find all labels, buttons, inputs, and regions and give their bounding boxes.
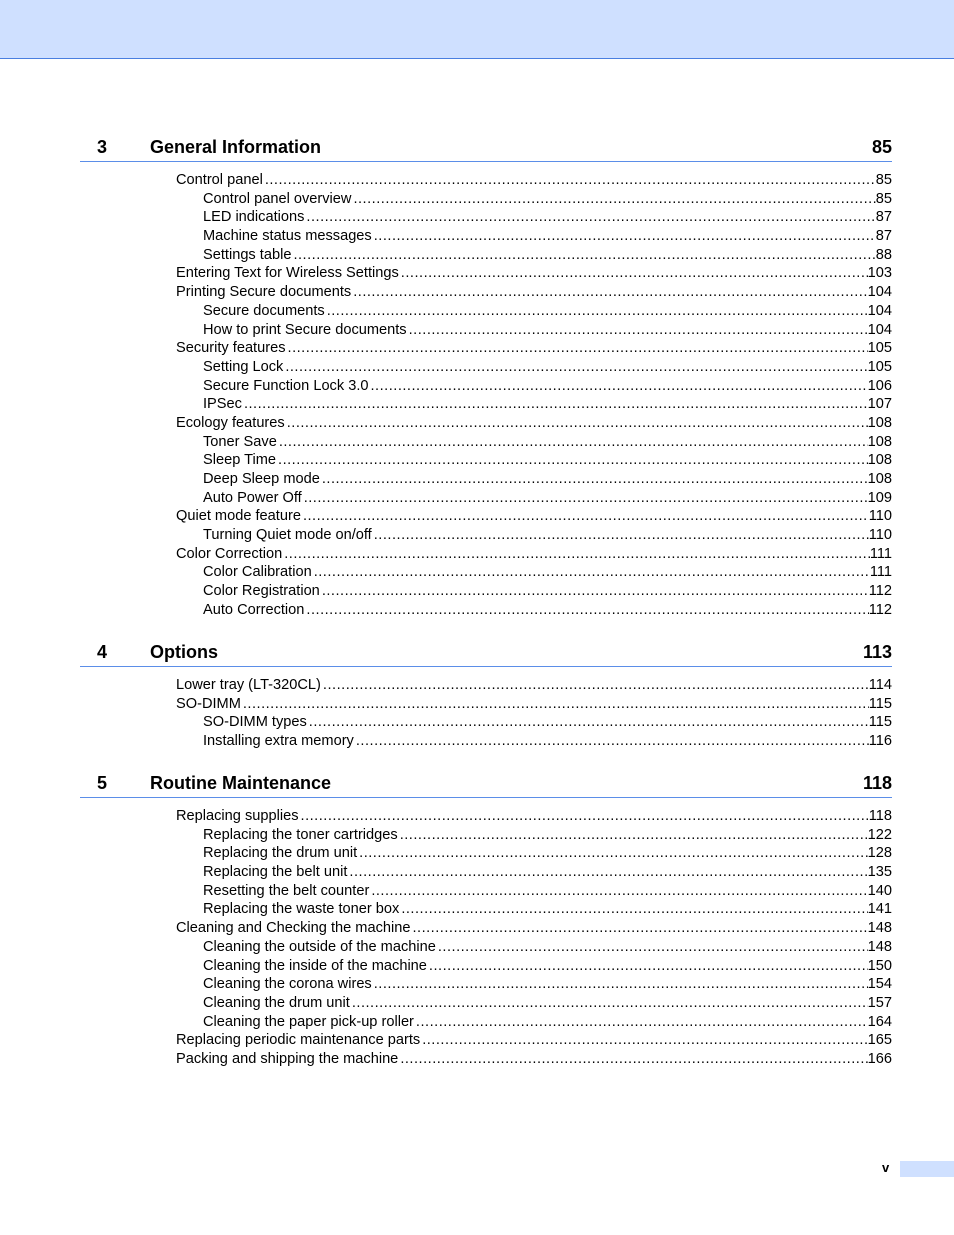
toc-entry-title: Cleaning and Checking the machine xyxy=(176,920,411,937)
dot-leader xyxy=(374,227,876,246)
header-band xyxy=(0,0,954,59)
dot-leader xyxy=(288,339,868,358)
chapter-heading xyxy=(80,642,892,667)
toc-entry[interactable] xyxy=(203,208,892,227)
dot-leader xyxy=(301,807,869,826)
chapter-heading xyxy=(80,773,892,798)
chapter-number: 5 xyxy=(97,773,108,793)
toc-entry-page: 114 xyxy=(868,677,892,693)
toc-entry-title: Color Calibration xyxy=(203,564,312,581)
toc-entry-page: 135 xyxy=(867,864,892,881)
toc-entry-title: SO-DIMM xyxy=(176,695,241,712)
toc-entry-page: 141 xyxy=(867,901,892,918)
toc-entry[interactable] xyxy=(176,414,892,433)
toc-entry-page: 110 xyxy=(868,508,892,525)
dot-leader xyxy=(352,994,868,1013)
dot-leader xyxy=(400,1050,867,1069)
toc-entry[interactable] xyxy=(203,563,892,582)
dot-leader xyxy=(265,171,876,190)
toc-entry-page: 107 xyxy=(867,396,892,413)
toc-entry[interactable] xyxy=(203,321,892,340)
chapter-4 xyxy=(80,642,892,751)
dot-leader xyxy=(353,283,867,302)
toc-entry[interactable] xyxy=(203,470,892,489)
chapter-page[interactable]: 85 xyxy=(871,137,892,157)
dot-leader xyxy=(349,863,867,882)
footer-band xyxy=(900,1161,954,1177)
toc-entry[interactable] xyxy=(203,190,892,209)
toc-entry-page: 148 xyxy=(867,920,892,937)
toc-entry-page: 110 xyxy=(868,527,892,544)
dot-leader xyxy=(371,377,868,396)
toc-entry[interactable] xyxy=(203,900,892,919)
chapter-entries xyxy=(80,807,892,1069)
toc-entry-title: Packing and shipping the machine xyxy=(176,1050,399,1067)
dot-leader xyxy=(322,470,868,489)
toc-entry-page: 150 xyxy=(867,957,892,974)
dot-leader xyxy=(401,264,868,283)
toc-entry[interactable] xyxy=(203,863,892,882)
toc-entry-title: Auto Correction xyxy=(203,601,305,618)
dot-leader xyxy=(356,732,869,751)
toc-entry-title: Deep Sleep mode xyxy=(203,471,320,487)
toc-entry-title: Entering Text for Wireless Settings xyxy=(176,265,399,282)
chapter-title[interactable]: Routine Maintenance xyxy=(150,773,332,793)
toc-entry-page: 140 xyxy=(867,882,892,899)
dot-leader xyxy=(416,1013,868,1032)
chapter-5 xyxy=(80,773,892,1069)
dot-leader xyxy=(438,938,868,957)
dot-leader xyxy=(429,957,868,976)
toc-entry[interactable] xyxy=(176,507,892,526)
toc-entry-title: Cleaning the paper pick-up roller xyxy=(203,1013,414,1030)
toc-entry-title: LED indications xyxy=(203,209,305,226)
toc-entry-page: 128 xyxy=(867,845,892,862)
toc-entry-title: Control panel xyxy=(176,172,263,188)
toc-entry[interactable] xyxy=(203,732,892,751)
dot-leader xyxy=(401,900,867,919)
toc-entry-title: Toner Save xyxy=(203,433,277,450)
toc-entry[interactable] xyxy=(203,302,892,321)
chapter-number: 4 xyxy=(97,642,108,662)
dot-leader xyxy=(353,190,875,209)
dot-leader xyxy=(371,882,867,901)
dot-leader xyxy=(306,601,868,620)
toc-entry-page: 85 xyxy=(875,190,892,207)
toc-entry-page: 103 xyxy=(867,265,892,282)
toc-entry-page: 116 xyxy=(868,733,892,750)
toc-entry[interactable] xyxy=(203,227,892,246)
toc-entry-title: Cleaning the drum unit xyxy=(203,994,350,1011)
toc-entry-title: Replacing the waste toner box xyxy=(203,901,400,918)
dot-leader xyxy=(244,395,868,414)
toc-entry-title: Ecology features xyxy=(176,414,285,431)
toc-entry[interactable] xyxy=(176,1031,892,1050)
toc-entry-page: 165 xyxy=(867,1032,892,1049)
dot-leader xyxy=(303,507,869,526)
toc-entry-title: Replacing periodic maintenance parts xyxy=(176,1032,421,1049)
toc-entry-page: 108 xyxy=(867,433,892,450)
toc-entry[interactable] xyxy=(203,395,892,414)
dot-leader xyxy=(284,545,870,564)
dot-leader xyxy=(285,358,867,377)
toc-entry-title: Quiet mode feature xyxy=(176,508,301,525)
toc-entry[interactable] xyxy=(203,433,892,452)
toc-entry-title: Secure documents xyxy=(203,302,325,319)
dot-leader xyxy=(314,563,870,582)
toc-entry-page: 157 xyxy=(867,994,892,1011)
toc-entry-page: 115 xyxy=(868,695,892,712)
toc-entry[interactable] xyxy=(203,451,892,470)
chapter-page[interactable]: 118 xyxy=(862,773,892,793)
toc-entry[interactable] xyxy=(203,826,892,845)
toc-entry[interactable] xyxy=(203,489,892,508)
toc-entry[interactable] xyxy=(203,882,892,901)
toc-entry[interactable] xyxy=(203,358,892,377)
toc-entry-page: 88 xyxy=(875,246,892,263)
chapter-number: 3 xyxy=(97,137,108,157)
toc-entry-title: Auto Power Off xyxy=(203,489,302,506)
toc-entry-title: Installing extra memory xyxy=(203,733,354,750)
chapter-entries xyxy=(80,676,892,751)
toc-entry-page: 108 xyxy=(867,414,892,431)
toc-entry-page: 164 xyxy=(867,1013,892,1030)
toc-entry[interactable] xyxy=(203,526,892,545)
toc-entry-title: Color Registration xyxy=(203,583,320,600)
toc-entry-page: 87 xyxy=(875,209,892,226)
toc-entry-title: Replacing the drum unit xyxy=(203,845,358,862)
toc-entry-page: 85 xyxy=(875,172,892,188)
dot-leader xyxy=(359,844,868,863)
toc-entry[interactable] xyxy=(203,844,892,863)
toc-entry[interactable] xyxy=(176,339,892,358)
toc-entry-title: Secure Function Lock 3.0 xyxy=(203,377,369,394)
chapter-page[interactable]: 113 xyxy=(862,642,892,662)
chapter-3 xyxy=(80,137,892,620)
toc-entry-page: 112 xyxy=(868,601,892,618)
toc-entry[interactable] xyxy=(176,1050,892,1069)
toc-entry[interactable] xyxy=(203,975,892,994)
dot-leader xyxy=(412,919,867,938)
toc-entry-page: 112 xyxy=(868,583,892,600)
toc-entry-title: SO-DIMM types xyxy=(203,714,307,731)
toc-entry-title: Cleaning the outside of the machine xyxy=(203,938,436,955)
toc-entry-page: 104 xyxy=(867,321,892,338)
dot-leader xyxy=(293,246,875,265)
dot-leader xyxy=(322,582,869,601)
toc-entry-page: 104 xyxy=(867,284,892,301)
toc-entry-title: Resetting the belt counter xyxy=(203,882,370,899)
toc-entry-title: Lower tray (LT-320CL) xyxy=(176,677,321,693)
chapter-title[interactable]: Options xyxy=(150,642,218,662)
toc-entry[interactable] xyxy=(203,1013,892,1032)
toc-entry-title: Turning Quiet mode on/off xyxy=(203,527,372,544)
toc-entry-page: 105 xyxy=(867,340,892,357)
dot-leader xyxy=(374,526,869,545)
dot-leader xyxy=(309,713,869,732)
toc-entry[interactable] xyxy=(176,695,892,714)
toc-entry[interactable] xyxy=(176,171,892,190)
toc-entry-page: 108 xyxy=(867,471,892,487)
toc-entry-title: Replacing the toner cartridges xyxy=(203,826,398,843)
dot-leader xyxy=(422,1031,867,1050)
toc-entry[interactable] xyxy=(176,545,892,564)
toc-entry-page: 111 xyxy=(869,564,892,581)
toc-entry[interactable] xyxy=(203,377,892,396)
toc-entry-page: 111 xyxy=(869,545,892,562)
toc-entry[interactable] xyxy=(176,283,892,302)
toc-entry[interactable] xyxy=(176,676,892,695)
dot-leader xyxy=(243,695,869,714)
toc-entry-page: 122 xyxy=(867,826,892,843)
toc-entry-page: 148 xyxy=(867,938,892,955)
dot-leader xyxy=(279,433,868,452)
toc-entry-title: Printing Secure documents xyxy=(176,284,352,301)
chapter-title[interactable]: General Information xyxy=(150,137,322,157)
dot-leader xyxy=(327,302,868,321)
toc-entry-page: 105 xyxy=(867,358,892,375)
toc-entry-page: 106 xyxy=(867,377,892,394)
toc-entry-title: Settings table xyxy=(203,246,292,263)
toc-entry-title: IPSec xyxy=(203,396,242,413)
toc-entry[interactable] xyxy=(203,938,892,957)
dot-leader xyxy=(306,208,875,227)
toc-entry-title: Cleaning the inside of the machine xyxy=(203,957,427,974)
toc-entry-title: Replacing the belt unit xyxy=(203,864,348,881)
toc-entry[interactable] xyxy=(203,582,892,601)
toc-entry[interactable] xyxy=(203,601,892,620)
toc-entry[interactable] xyxy=(176,919,892,938)
toc-entry-title: Replacing supplies xyxy=(176,808,299,824)
toc-entry[interactable] xyxy=(176,264,892,283)
toc-entry-page: 108 xyxy=(867,452,892,469)
toc-entry-title: Color Correction xyxy=(176,545,283,562)
chapter-entries xyxy=(80,171,892,620)
toc-entry-title: How to print Secure documents xyxy=(203,321,407,338)
toc-entry-page: 104 xyxy=(867,302,892,319)
toc-entry-page: 115 xyxy=(868,714,892,731)
toc-entry-page: 166 xyxy=(867,1050,892,1067)
toc-entry-title: Machine status messages xyxy=(203,228,372,245)
dot-leader xyxy=(278,451,868,470)
dot-leader xyxy=(323,676,869,695)
toc-entry[interactable] xyxy=(203,957,892,976)
dot-leader xyxy=(304,489,868,508)
chapter-heading xyxy=(80,137,892,162)
toc-entry-page: 118 xyxy=(868,808,892,824)
dot-leader xyxy=(374,975,868,994)
toc-entry-page: 87 xyxy=(875,228,892,245)
toc-entry-page: 109 xyxy=(867,489,892,506)
toc-entry-title: Setting Lock xyxy=(203,358,284,375)
dot-leader xyxy=(409,321,868,340)
toc-entry-title: Security features xyxy=(176,340,286,357)
toc-entry-title: Sleep Time xyxy=(203,452,277,469)
toc-entry[interactable] xyxy=(203,713,892,732)
toc-entry[interactable] xyxy=(203,246,892,265)
page-number: v xyxy=(882,1160,890,1175)
toc-entry-page: 154 xyxy=(867,976,892,993)
toc-entry[interactable] xyxy=(203,994,892,1013)
dot-leader xyxy=(287,414,868,433)
toc-entry[interactable] xyxy=(176,807,892,826)
dot-leader xyxy=(400,826,868,845)
toc-entry-title: Control panel overview xyxy=(203,190,352,207)
toc-entry-title: Cleaning the corona wires xyxy=(203,976,372,993)
